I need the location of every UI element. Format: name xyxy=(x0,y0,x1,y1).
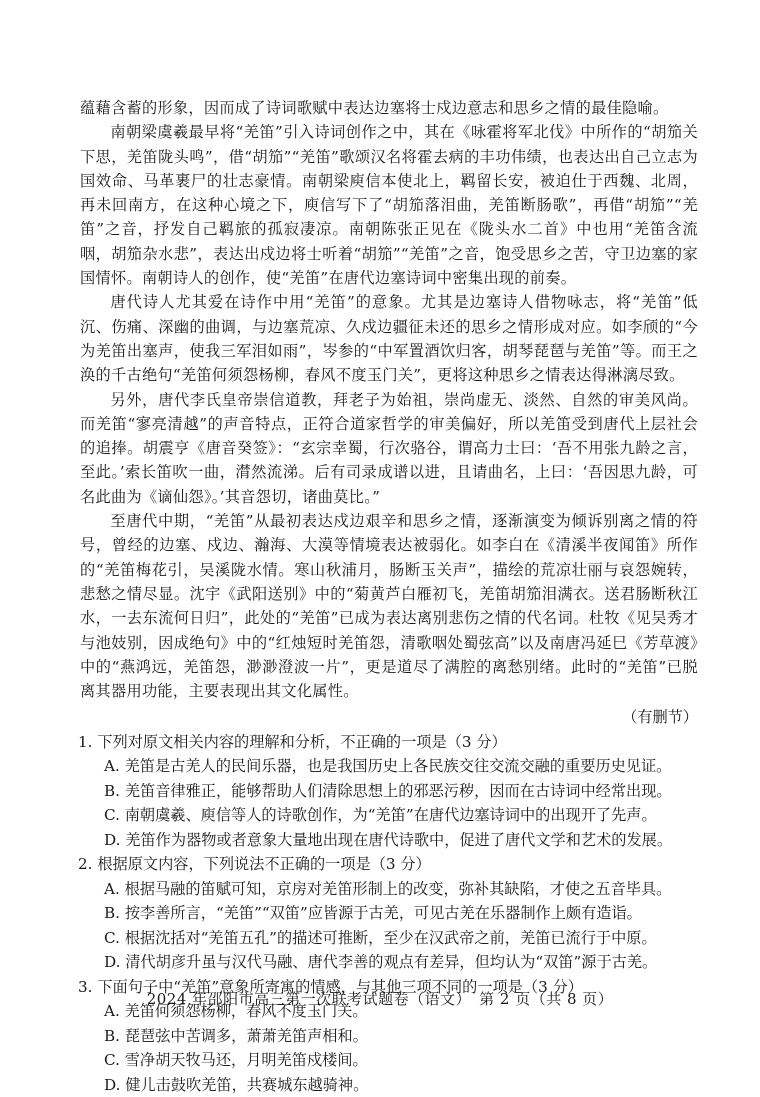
passage-paragraph-5: 至唐代中期，“羌笛”从最初表达戍边艰辛和思乡之情，逐渐演变为倾诉别离之情的符号，曾经的边塞、戍边、瀚海、大漠等情境表达被弱化。如李白在《清溪半夜闻笛》所作的“羌笛梅花引，吴溪陇水情。寒山秋浦月，肠断玉关声”，描绘的荒凉壮丽与哀怨婉转，悲愁之情尽显。沈宇《武阳送别》中的“菊黄芦白雁初飞，羌笛胡笳泪满衣。送君肠断秋江水，一去东流何日归”，此处的“羌笛”已成为表达离别悲伤之情的代名词。杜牧《见吴秀才与池妓别，因成绝句》中的“红烛短时羌笛怨，清歌咽处蜀弦高”以及南唐冯延巳《芳草渡》中的“燕鸿远，羌笛怨，渺渺澄波一片”，更是道尽了满腔的离愁别绪。此时的“羌笛”已脱离其器用功能，主要表现出其文化属性。 xyxy=(80,512,698,701)
passage-paragraph-2: 南朝梁虞羲最早将“羌笛”引入诗词创作之中，其在《咏霍将军北伐》中所作的“胡笳关下思，羌笛陇头鸣”，借“胡笳”“羌笛”歌颂汉名将霍去病的丰功伟绩，也表达出自己立志为国效命、马革裹尸的壮志豪情。南朝梁庾信本使北上，羁留长安，被迫仕于西魏、北周，再未回南方，在这种心境之下，庾信写下了“胡笳落泪曲，羌笛断肠歌”，再借“胡笳”“羌笛”之音，抒发自己羁旅的孤寂凄凉。南朝陈张正见在《陇头水二首》中也用“羌笛含流咽，胡笳杂水悲”，表达出戍边将士听着“胡笳”“羌笛”之音，饱受思乡之苦，守卫边塞的家国情怀。南朝诗人的创作，使“羌笛”在唐代边塞诗词中密集出现的前奏。 xyxy=(80,123,698,288)
question-stem: 3. 下面句子中“羌笛”意象所寄寓的情感，与其他三项不同的一项是（3 分） xyxy=(78,977,583,996)
question-list xyxy=(80,730,698,1097)
question-stem: 2. 根据原文内容，下列说法不正确的一项是（3 分） xyxy=(78,855,431,874)
passage-paragraph-1: 蕴藉含蓄的形象，因而成了诗词歌赋中表达边塞将士戍边意志和思乡之情的最佳隐喻。 xyxy=(80,99,669,117)
question-stem: 1. 下列对原文相关内容的理解和分析，不正确的一项是（3 分） xyxy=(78,732,507,751)
option-c: C. 南朝虞羲、庾信等人的诗歌创作，为“羌笛”在唐代边塞诗词中的出现开了先声。 xyxy=(104,806,657,825)
question-2 xyxy=(80,852,698,975)
option-c: C. 雪净胡天牧马还，月明羌笛戍楼间。 xyxy=(104,1051,368,1070)
option-c: C. 根据沈括对“羌笛五孔”的描述可推断，至少在汉武帝之前，羌笛已流行于中原。 xyxy=(104,928,657,947)
option-d: D. 健儿击鼓吹羌笛，共赛城东越骑神。 xyxy=(104,1075,369,1094)
question-1 xyxy=(80,730,698,853)
option-b: B. 羌笛音律雅正，能够帮助人们清除思想上的邪恶污秽，因而在古诗词中经常出现。 xyxy=(104,781,672,800)
passage-paragraph-4: 另外，唐代李氏皇帝崇信道教，拜老子为始祖，崇尚虚无、淡然、自然的审美风尚。而羌笛“寥亮清越”的声音特点，正符合道家哲学的审美偏好，所以羌笛受到唐代上层社会的追捧。胡震亨《唐音癸签》：“玄宗幸蜀，行次骆谷，谓高力士曰：‘吾不用张九龄之言，至此。’索长笛吹一曲，潸然流涕。后有司录成谱以进，且请曲名，上曰：‘吾因思九龄，可名此曲为《谪仙怨》。’其音怨切，诸曲莫比。” xyxy=(80,390,698,506)
option-a: A. 羌笛何须怨杨柳，春风不度玉门关。 xyxy=(104,1002,368,1021)
option-a: A. 羌笛是古羌人的民间乐器，也是我国历史上各民族交往交流交融的重要历史见证。 xyxy=(104,757,672,776)
option-b: B. 按李善所言，“羌笛”“双笛”应皆源于古羌，可见古羌在乐器制作上颇有造诣。 xyxy=(104,904,642,923)
page-footer: 2024 年邵阳市高三第一次联考试题卷（语文） 第 2 页（共 8 页） xyxy=(146,990,614,1008)
reading-passage xyxy=(80,96,698,730)
option-d: D. 清代胡彦升虽与汉代马融、唐代李善的观点有差异，但均认为“双笛”源于古羌。 xyxy=(104,953,658,972)
abridged-note: （有删节） xyxy=(622,708,698,727)
option-b: B. 琵琶弦中苦调多，萧萧羌笛声相和。 xyxy=(104,1026,368,1045)
passage-paragraph-3: 唐代诗人尤其爱在诗作中用“羌笛”的意象。尤其是边塞诗人借物咏志，将“羌笛”低沉、伤痛、深幽的曲调，与边塞荒凉、久戍边疆征未还的思乡之情形成对应。如李颀的“今为羌笛出塞声，使我三军泪如雨”，岑参的“中军置酒饮归客，胡琴琵琶与羌笛”等。而王之涣的千古绝句“羌笛何须怨杨柳，春风不度玉门关”，更将这种思乡之情表达得淋漓尽致。 xyxy=(80,293,698,385)
option-a: A. 根据马融的笛赋可知，京房对羌笛形制上的改变，弥补其缺陷，才使之五音毕具。 xyxy=(104,879,672,898)
option-d: D. 羌笛作为器物或者意象大量地出现在唐代诗歌中，促进了唐代文学和艺术的发展。 xyxy=(104,830,673,849)
